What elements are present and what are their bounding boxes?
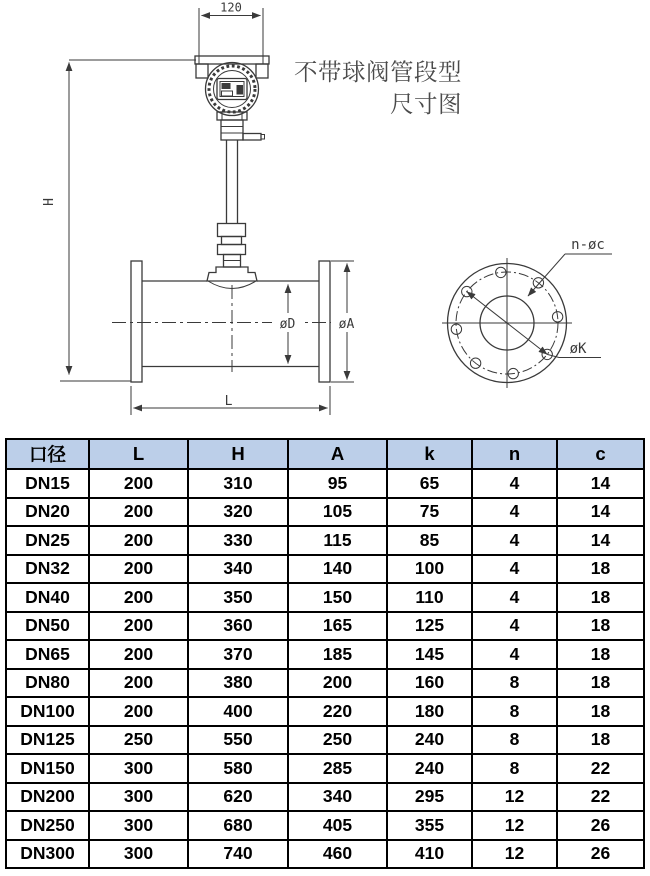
length-dimension [131, 386, 330, 415]
table-body [6, 469, 644, 868]
header-cell: L [89, 439, 188, 469]
table-cell: 200 [288, 669, 387, 698]
table-cell: 4 [472, 583, 557, 612]
table-cell: 150 [288, 583, 387, 612]
table-cell: DN32 [6, 555, 89, 584]
table-cell: 460 [288, 840, 387, 869]
table-cell: 320 [188, 498, 288, 527]
table-cell: 200 [89, 469, 188, 498]
table-cell: DN125 [6, 726, 89, 755]
header-row [6, 439, 644, 469]
table-cell: 14 [557, 498, 644, 527]
table-cell: 300 [89, 783, 188, 812]
table-cell: 8 [472, 726, 557, 755]
table-cell: 145 [387, 640, 472, 669]
bore-dimension-label: øD [279, 317, 296, 332]
table-head [6, 439, 644, 469]
table-cell: 22 [557, 754, 644, 783]
table-cell: 160 [387, 669, 472, 698]
height-dimension [42, 60, 196, 381]
header-cell: n [472, 439, 557, 469]
drawing-title-line1: 不带球阀管段型 [294, 59, 462, 85]
table-cell: 240 [387, 726, 472, 755]
stem-hex-nut [218, 224, 246, 237]
table-row [6, 840, 644, 869]
table-cell: 200 [89, 526, 188, 555]
right-flange [319, 261, 330, 382]
flange-od-dimension-label: øA [338, 317, 355, 332]
table-cell: 580 [188, 754, 288, 783]
table-cell: 4 [472, 498, 557, 527]
table-cell: DN80 [6, 669, 89, 698]
table-row [6, 811, 644, 840]
table-cell: 8 [472, 697, 557, 726]
table-cell: 300 [89, 811, 188, 840]
table-cell: 680 [188, 811, 288, 840]
table-cell: 620 [188, 783, 288, 812]
table-row [6, 612, 644, 641]
table-cell: 22 [557, 783, 644, 812]
table-row [6, 754, 644, 783]
table-cell: 200 [89, 498, 188, 527]
table-cell: 14 [557, 469, 644, 498]
table-row [6, 469, 644, 498]
pipe-body [112, 261, 351, 382]
table-cell: 12 [472, 840, 557, 869]
table-cell: 85 [387, 526, 472, 555]
table-cell: 300 [89, 754, 188, 783]
table-cell: 310 [188, 469, 288, 498]
table-cell: 285 [288, 754, 387, 783]
table-cell: 110 [387, 583, 472, 612]
table-cell: DN15 [6, 469, 89, 498]
table-cell: 250 [89, 726, 188, 755]
table-cell: 18 [557, 555, 644, 584]
table-cell: 200 [89, 583, 188, 612]
table-cell: 115 [288, 526, 387, 555]
table-cell: 18 [557, 669, 644, 698]
table-row [6, 526, 644, 555]
drawing-title [288, 57, 462, 120]
table-cell: 200 [89, 640, 188, 669]
table-cell: 200 [89, 669, 188, 698]
header-cell: c [557, 439, 644, 469]
table-cell: 18 [557, 726, 644, 755]
bore-dimension [272, 285, 303, 364]
transmitter-head [195, 56, 269, 140]
table-cell: 4 [472, 555, 557, 584]
table-cell: 4 [472, 640, 557, 669]
table-cell: 4 [472, 526, 557, 555]
table-cell: 350 [188, 583, 288, 612]
table-cell: 380 [188, 669, 288, 698]
table-cell: 14 [557, 526, 644, 555]
table-cell: DN65 [6, 640, 89, 669]
drawing-title-line2: 尺寸图 [390, 90, 462, 117]
table-cell: 95 [288, 469, 387, 498]
table-cell: 740 [188, 840, 288, 869]
table-cell: 185 [288, 640, 387, 669]
header-cell: 口径 [6, 439, 89, 469]
table-cell: 8 [472, 754, 557, 783]
table-cell: 18 [557, 612, 644, 641]
table-cell: 355 [387, 811, 472, 840]
table-cell: DN100 [6, 697, 89, 726]
table-cell: DN250 [6, 811, 89, 840]
table-row [6, 498, 644, 527]
table-cell: 405 [288, 811, 387, 840]
table-cell: 340 [288, 783, 387, 812]
table-cell: 330 [188, 526, 288, 555]
header-cell: H [188, 439, 288, 469]
table-cell: DN150 [6, 754, 89, 783]
table-cell: 165 [288, 612, 387, 641]
table-cell: 65 [387, 469, 472, 498]
dimension-table-wrap [5, 438, 645, 869]
head-neck [221, 120, 243, 140]
table-cell: 26 [557, 840, 644, 869]
table-cell: 550 [188, 726, 288, 755]
header-cell: A [288, 439, 387, 469]
table-cell: 180 [387, 697, 472, 726]
left-flange [131, 261, 142, 382]
table-cell: 140 [288, 555, 387, 584]
table-row [6, 697, 644, 726]
header-cell: k [387, 439, 472, 469]
table-cell: 75 [387, 498, 472, 527]
table-cell: 300 [89, 840, 188, 869]
sensor-stem [207, 140, 257, 289]
cable-entry-port [243, 134, 261, 141]
table-cell: DN50 [6, 612, 89, 641]
table-cell: 100 [387, 555, 472, 584]
width-dimension-label: 120 [220, 0, 242, 15]
dimension-table [5, 438, 645, 869]
table-cell: 400 [188, 697, 288, 726]
table-cell: 200 [89, 697, 188, 726]
table-cell: 125 [387, 612, 472, 641]
table-cell: 200 [89, 612, 188, 641]
table-row [6, 555, 644, 584]
table-row [6, 783, 644, 812]
table-cell: 18 [557, 583, 644, 612]
table-cell: DN200 [6, 783, 89, 812]
table-cell: 18 [557, 697, 644, 726]
table-cell: 12 [472, 783, 557, 812]
table-cell: DN25 [6, 526, 89, 555]
table-cell: 370 [188, 640, 288, 669]
table-cell: 295 [387, 783, 472, 812]
table-cell: 250 [288, 726, 387, 755]
bolt-circle-label: øK [569, 341, 587, 357]
table-row [6, 583, 644, 612]
table-cell: 8 [472, 669, 557, 698]
table-cell: 26 [557, 811, 644, 840]
table-cell: 4 [472, 469, 557, 498]
table-cell: 12 [472, 811, 557, 840]
table-cell: DN20 [6, 498, 89, 527]
bolt-holes-label: n-øc [571, 237, 605, 253]
table-cell: DN40 [6, 583, 89, 612]
cover-bolt-ring [209, 66, 255, 112]
table-cell: 105 [288, 498, 387, 527]
table-cell: 360 [188, 612, 288, 641]
height-dimension-label: H [42, 198, 57, 206]
table-row [6, 726, 644, 755]
width-dimension [199, 1, 263, 57]
table-cell: 340 [188, 555, 288, 584]
table-row [6, 669, 644, 698]
flange-od-dimension [331, 261, 362, 382]
length-dimension-label: L [224, 394, 233, 409]
sensor-bonnet [207, 267, 257, 281]
table-cell: 410 [387, 840, 472, 869]
table-cell: 18 [557, 640, 644, 669]
flange-end-view [442, 237, 612, 388]
table-row [6, 640, 644, 669]
table-cell: 240 [387, 754, 472, 783]
table-cell: 4 [472, 612, 557, 641]
table-cell: DN300 [6, 840, 89, 869]
table-cell: 200 [89, 555, 188, 584]
table-cell: 220 [288, 697, 387, 726]
